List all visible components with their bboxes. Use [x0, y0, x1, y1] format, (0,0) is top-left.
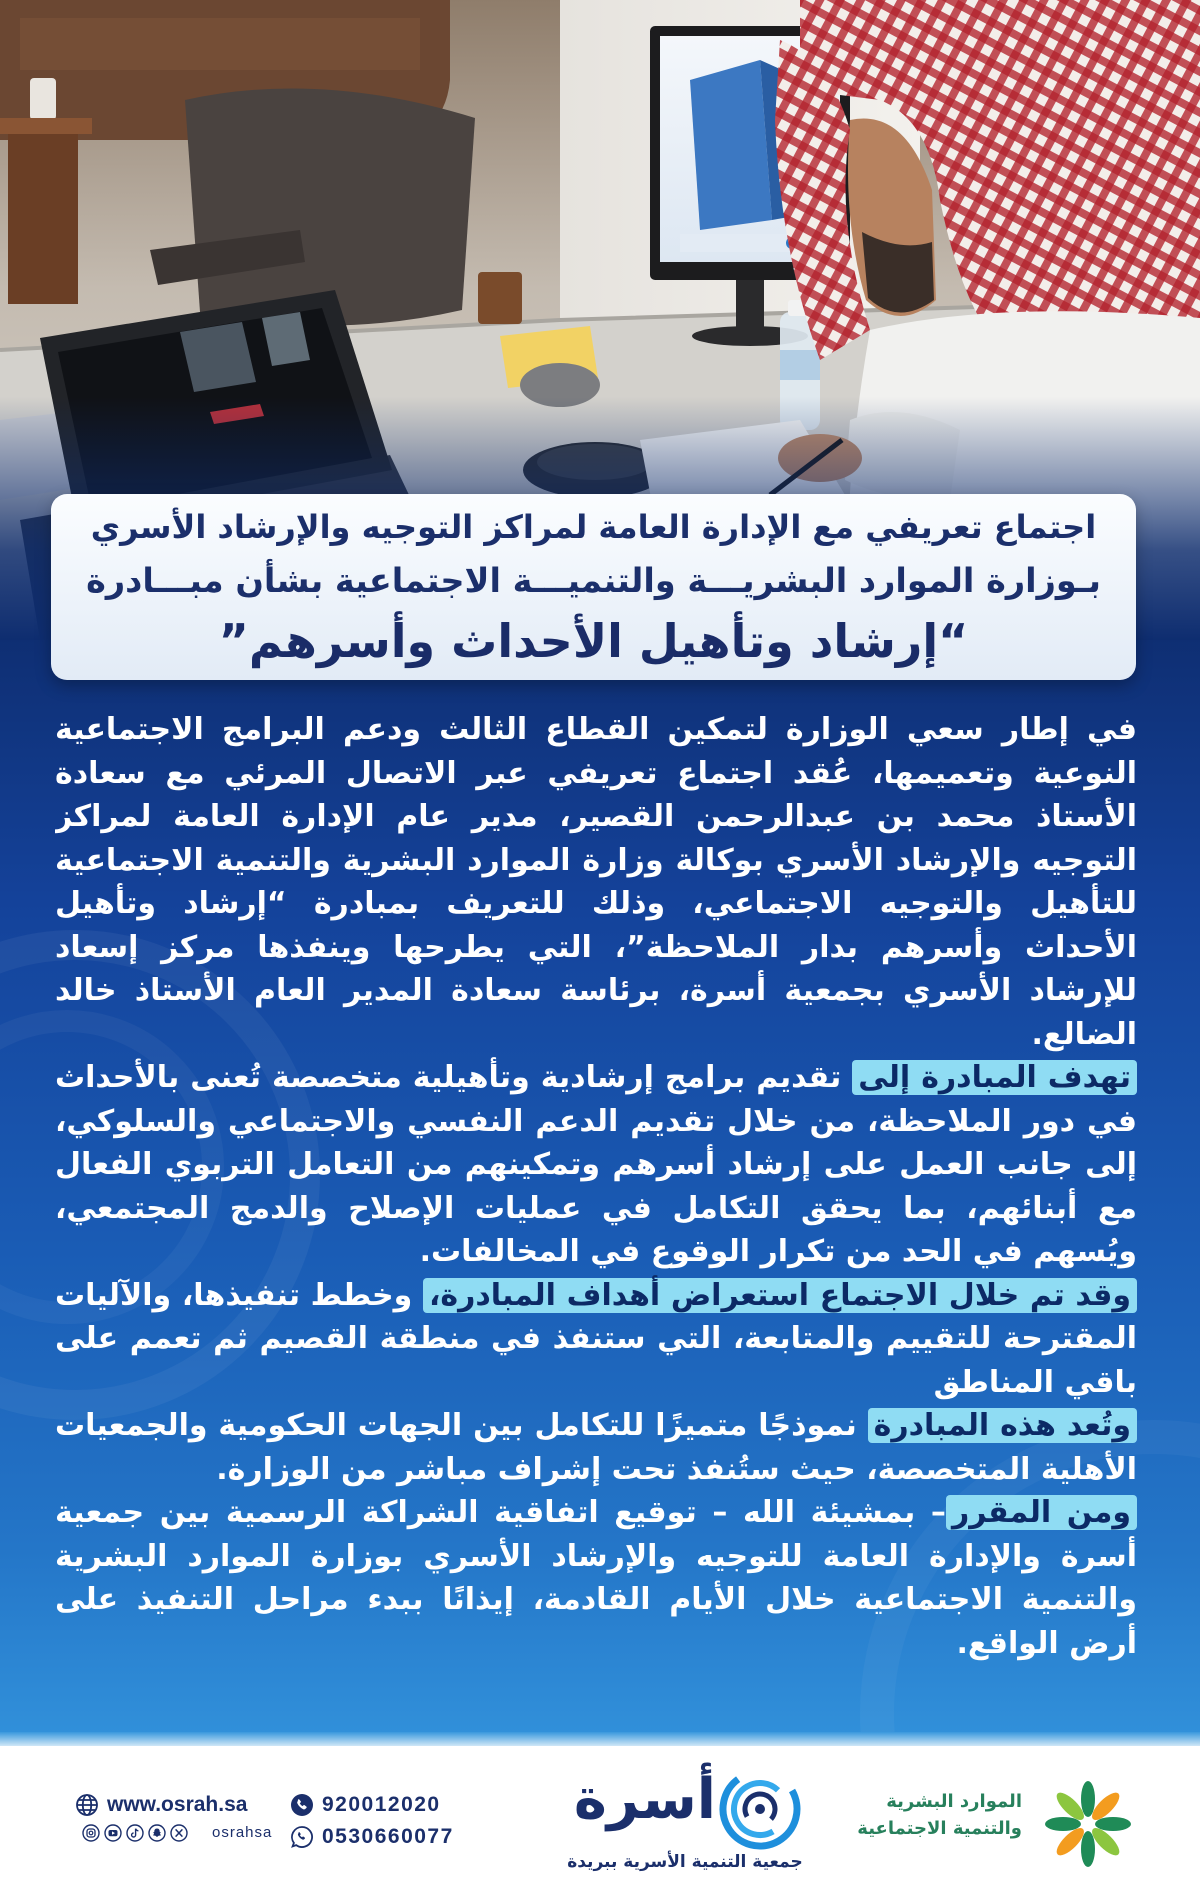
paragraph-meeting: [55, 1274, 1137, 1405]
globe-icon: [75, 1793, 99, 1817]
ministry-name: [857, 1788, 1022, 1842]
website-link[interactable]: www.osrah.sa: [107, 1793, 248, 1816]
ministry-star-logo: [1040, 1776, 1136, 1872]
footer-divider: [0, 1732, 1200, 1746]
paragraph-text: وخطط تنفيذها، والآليات المقترحة للتقييم والمتابعة، التي ستنفذ في منطقة القصيم ثم تعمم على باقي المناطق: [55, 1277, 1137, 1400]
highlight-model: وتُعد هذه المبادرة: [868, 1408, 1137, 1443]
instagram-icon[interactable]: [82, 1824, 100, 1842]
phone-icon: [290, 1793, 314, 1817]
association-subtitle: جمعية التنمية الأسرية ببريدة: [567, 1852, 803, 1872]
youtube-icon[interactable]: [104, 1824, 122, 1842]
article-body: [55, 708, 1137, 1720]
association-name: أسرة: [573, 1767, 716, 1832]
tiktok-icon[interactable]: [126, 1824, 144, 1842]
paragraph-text: تقديم برامج إرشادية وتأهيلية متخصصة تُعنى بالأحداث في دور الملاحظة، من خلال تقديم الدعم النفسي والاجتماعي والسلوكي، إلى جانب العمل على إرشاد أسرهم وتمكينهم من التعامل التربوي الفعال مع أبنائهم، بما يحقق التكامل في عمليات الإصلاح والدمج المجتمعي، ويُسهم في الحد من تكرار الوقوع في المخالفات.: [55, 1060, 1137, 1269]
paragraph-agreement: [55, 1491, 1137, 1665]
paragraph-intro: [55, 708, 1137, 1056]
title-line-1: اجتماع تعريفي مع الإدارة العامة لمراكز التوجيه والإرشاد الأسري: [90, 508, 1097, 546]
highlight-goal: تهدف المبادرة إلى: [852, 1060, 1137, 1095]
whatsapp-icon: [290, 1825, 314, 1849]
title-line-2: بـوزارة الموارد البشريـــة والتنميـــة الاجتماعية بشأن مبـــادرة: [86, 561, 1101, 600]
whatsapp-number[interactable]: 0530660077: [322, 1825, 454, 1848]
paragraph-goal: [55, 1056, 1137, 1274]
paragraph-text: – بمشيئة الله – توقيع اتفاقية الشراكة الرسمية بين جمعية أسرة والإدارة العامة للتوجيه والإرشاد الأسري بوزارة الموارد البشرية والتنمية الاجتماعية خلال الأيام القادمة، إيذانًا ببدء مراحل التنفيذ على أرض الواقع.: [55, 1495, 1137, 1661]
title-card: [51, 494, 1136, 680]
ministry-name-line-2: والتنمية الاجتماعية: [857, 1818, 1022, 1839]
highlight-agreement: ومن المقرر: [946, 1495, 1137, 1530]
initiative-name: “إرشاد وتأهيل الأحداث وأسرهم”: [218, 614, 969, 668]
osrah-swirl-logo: [717, 1766, 803, 1852]
snapchat-icon[interactable]: [148, 1824, 166, 1842]
highlight-meeting: وقد تم خلال الاجتماع استعراض أهداف المبادرة،: [423, 1278, 1137, 1313]
social-icons: [82, 1824, 188, 1842]
footer: [0, 1746, 1200, 1904]
phone-number[interactable]: 920012020: [322, 1793, 441, 1816]
ministry-name-line-1: الموارد البشرية: [886, 1791, 1022, 1812]
x-icon[interactable]: [170, 1824, 188, 1842]
social-handle[interactable]: osrahsa: [212, 1824, 273, 1841]
paragraph-model: [55, 1404, 1137, 1491]
paragraph-text: نموذجًا متميزًا للتكامل بين الجهات الحكومية والجمعيات الأهلية المتخصصة، حيث ستُنفذ تحت إشراف مباشر من الوزارة.: [55, 1408, 1137, 1487]
paragraph-text: في إطار سعي الوزارة لتمكين القطاع الثالث ودعم البرامج الاجتماعية النوعية وتعميمها، عُقد اجتماع تعريفي عبر الاتصال المرئي مع سعادة الأستاذ محمد بن عبدالرحمن القصير، مدير عام الإدارة العامة لمراكز التوجيه والإرشاد الأسري بوكالة وزارة الموارد البشرية والتنمية الاجتماعية للتأهيل والتوجيه الاجتماعي، وذلك للتعريف بمبادرة “إرشاد وتأهيل الأحداث وأسرهم بدار الملاحظة”، التي يطرحها وينفذها مركز إسعاد للإرشاد الأسري بجمعية أسرة، برئاسة سعادة المدير العام الأستاذ خالد الضالع.: [55, 712, 1137, 1052]
